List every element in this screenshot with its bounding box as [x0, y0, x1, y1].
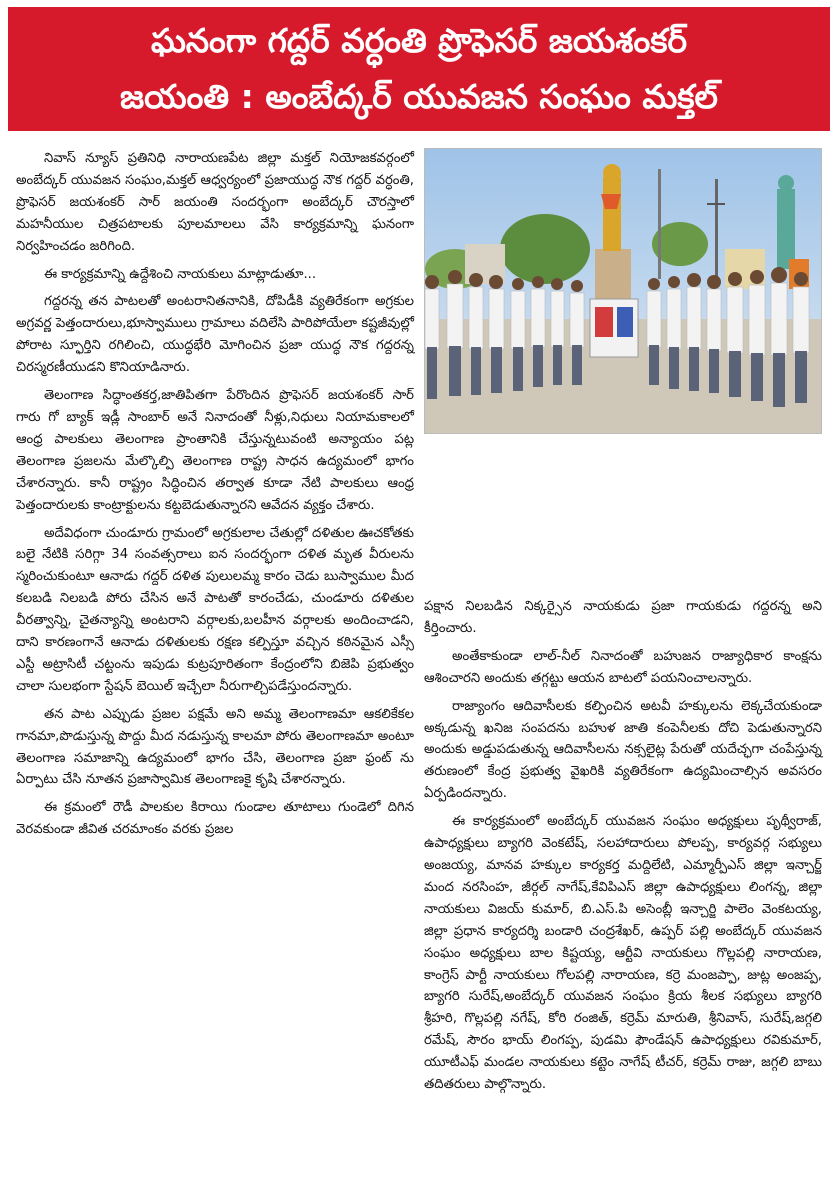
headline-line-1: ఘనంగా గద్దర్ వర్ధంతి ప్రొఫెసర్ జయశంకర్: [150, 21, 688, 60]
article-paragraph: ఈ కార్యక్రమంలో అంబేద్కర్ యువజన సంఘం అధ్యక్షులు పృథ్వీరాజ్, ఉపాధ్యక్షులు బ్యాగరి వెంకటేష్, సలహాదారులు పోలప్ప, కార్యవర్గ సభ్యులు అంజయ్య, మానవ హక్కుల కార్యకర్త మద్దిలేటి, ఎమ్మార్పీఎస్ జిల్లా ఇన్చార్జ్ మంద నరసింహ, జీర్గల్ నాగేష్,కేవిపిఎస్ జిల్లా ఉపాధ్యక్షులు లింగన్న, జిల్లా నాయకులు విజయ్ కుమార్, బి.ఎస్.పి అసెంబ్లీ ఇన్చార్జి పాలెం వెంకటయ్య, జిల్లా ప్రధాన కార్యదర్శి బండారి చంద్రశేఖర్, ఉప్పర్ పల్లి అంబేద్కర్ యువజన సంఘం అధ్యక్షులు బాల కిష్టయ్య, ఆర్టీవి నాయకులు గొల్లపల్లి నారాయణ, కాంగ్రెస్ పార్టీ నాయకులు గోలపల్లి నారాయణ, కర్రె మంజప్పా, జుట్ల అంజప్ప, బ్యాగరి సురేష్,అంబేద్కర్ యువజన సంఘం క్రియ శీలక సభ్యులు బ్యాగరి శ్రీహరి, గొల్లపల్లి నగేష్, కోరి రంజిత్, కర్రెమ్ మారుతి, శ్రీనివాస్, సురేష్,జగ్గలి రమేష్, సౌరం భాయ్ లింగప్ప, పుడమి ఫౌండేషన్ ఉపాధ్యక్షులు రవికుమార్, యూటీఎఫ్ మండల నాయకులు కట్టెం నాగేష్ టీచర్, కర్రెమ్ రాజు, జగ్గలి బాబు తదితరులు పాల్గొన్నారు.: [424, 814, 822, 1093]
article-paragraph: తన పాట ఎప్పుడు ప్రజల పక్షమే అని అమ్మ తెలంగాణమా ఆకలికేకల గానమా,పొడుస్తున్న పొద్దు మీద నడుస్తున్న కాలమా పోరు తెలంగాణమా అంటూ తెలంగాణ సమాజాన్ని ఉద్యమంలో భాగం చేసి, తెలంగాణ ప్రజా ఫ్రంట్ ను ఏర్పాటు చేసి నూతన ప్రజాస్వామిక తెలంగాణకై కృషి చేశారన్నారు.: [16, 706, 414, 788]
article-paragraph: ఈ క్రమంలో రౌడీ పాలకుల కిరాయి గుండాల తూటాలు గుండెలో దిగిన వెరవకుండా జీవిత చరమాంకం వరకు ప్రజల: [16, 800, 414, 838]
article-paragraph: రాజ్యాంగం ఆదివాసీలకు కల్పించిన అటవీ హక్కులను లెక్కచేయకుండా అక్కడున్న ఖనిజ సంపదను బహుళ జాతి కంపెనీలకు దోచి పెడుతున్నారని అందుకు అడ్డుపడుతున్న ఆదివాసీలను నక్సలైట్ల పేరుతో యదేచ్ఛగా చంపేస్తున్న తరుణంలో కేంద్ర ప్రభుత్వ వైఖరికి వ్యతిరేకంగా ఉద్యమించాల్సిన అవసరం ఏర్పడిందన్నారు.: [424, 698, 822, 802]
article-right-column: [424, 596, 822, 1102]
article-paragraph: అదేవిధంగా చుండూరు గ్రామంలో అగ్రకులాల చేతుల్లో దళితుల ఊచకోతకు బలై నేటికి సరిగ్గా 34 సంవత్సరాలు ఐన సందర్భంగా దళిత మృత వీరులను స్మరించుకుంటూ ఆనాడు గద్దర్ దళిత పులులమ్మ కారం చెడు బుస్వాముల మీద కలబడి నిలబడి పోరు చేసిన అనే పాటతో కారంచేడు, చుండూరు దళితుల వీరత్వాన్ని, చైతన్యాన్ని అంటరాని వర్గాలకు,బలహీన వర్గాలకు అందించాడని, దాని కారణంగానే ఆనాడు దళితులకు రక్షణ కల్పిస్తూ వచ్చిన కఠినమైన ఎస్సీ ఎస్టీ అట్రాసిటీ చట్టంను ఇపుడు కుట్రపూరితంగా కేంద్రంలోని బిజెపి ప్రభుత్వం చాలా సులభంగా స్టేషన్ బెయిల్ ఇచ్చేలా నీరుగాల్చిపడేస్తుందన్నారు.: [16, 525, 414, 694]
event-photo: [424, 148, 822, 434]
article-paragraph: తెలంగాణ సిద్ధాంతకర్త,జాతిపితగా పేరొందిన ప్రొఫెసర్ జయశంకర్ సార్ గారు గో బ్యాక్ ఇడ్లీ సాంబార్ అనే నినాదంతో నీళ్లు,నిధులు నియామకాలలో ఆంధ్ర పాలకులు తెలంగాణ ప్రాంతానికి చేస్తున్నటువంటి అన్యాయం పట్ల తెలంగాణ ప్రజలను మేల్కొల్పి తెలంగాణ రాష్ట్ర సాధన ఉద్యమంలో భాగం చేశారన్నారు. కానీ రాష్ట్రం సిద్ధించిన తర్వాత కూడా నేటి పాలకులు ఆంధ్ర పెత్తందారులకు కాంట్రాక్టులను కట్టబెడుతున్నారని ఆవేదన వ్యక్తం చేశారు.: [16, 388, 414, 513]
article-paragraph: గద్దరన్న తన పాటలతో అంటరానితనానికి, దోపిడీకి వ్యతిరేకంగా అగ్రకుల అగ్రవర్ణ పెత్తందారులు,భూస్వాములు గ్రామాలు వదిలేసి పారిపోయేలా కష్టజీవుల్లో పోరాట స్ఫూర్తిని రగిలించి, యుద్ధభేరి మోగించిన ప్రజా యుద్ధ నౌక గద్దరన్న చిరస్మరణీయుడని కొనియాడినారు.: [16, 294, 414, 376]
article-paragraph: ఈ కార్యక్రమాన్ని ఉద్దేశించి నాయకులు మాట్లాడుతూ...: [44, 266, 317, 282]
article-paragraph: నివాస్ న్యూస్ ప్రతినిధి నారాయణపేట జిల్లా మక్తల్ నియోజకవర్గంలో అంబేద్కర్ యువజన సంఘం,మక్తల్ ఆధ్వర్యంలో ప్రజాయుద్ధ నౌక గద్దర్ వర్ధంతి, ప్రొఫెసర్ జయశంకర్ సార్ జయంతి సందర్భంగా అంబేద్కర్ చౌరస్తాలో మహనీయుల చిత్రపటాలకు పూలమాలలు వేసి కార్యక్రమాన్ని ఘనంగా నిర్వహించడం జరిగింది.: [16, 151, 414, 254]
headline-banner: [8, 7, 830, 131]
article-paragraph: అంతేకాకుండా లాల్-నీల్ నినాదంతో బహుజన రాజ్యాధికార కాంక్షను ఆశించారని అందుకు తగ్గట్టు ఆయన బాటలో పయనించాలన్నారు.: [424, 648, 822, 686]
article-paragraph: పక్షాన నిలబడిన నిక్కర్సైన నాయకుడు ప్రజా గాయకుడు గద్దరన్న అని కీర్తించారు.: [424, 599, 822, 636]
headline-line-2: జయంతి : అంబేద్కర్ యువజన సంఘం మక్తల్: [120, 77, 718, 116]
article-left-column: [16, 148, 414, 847]
